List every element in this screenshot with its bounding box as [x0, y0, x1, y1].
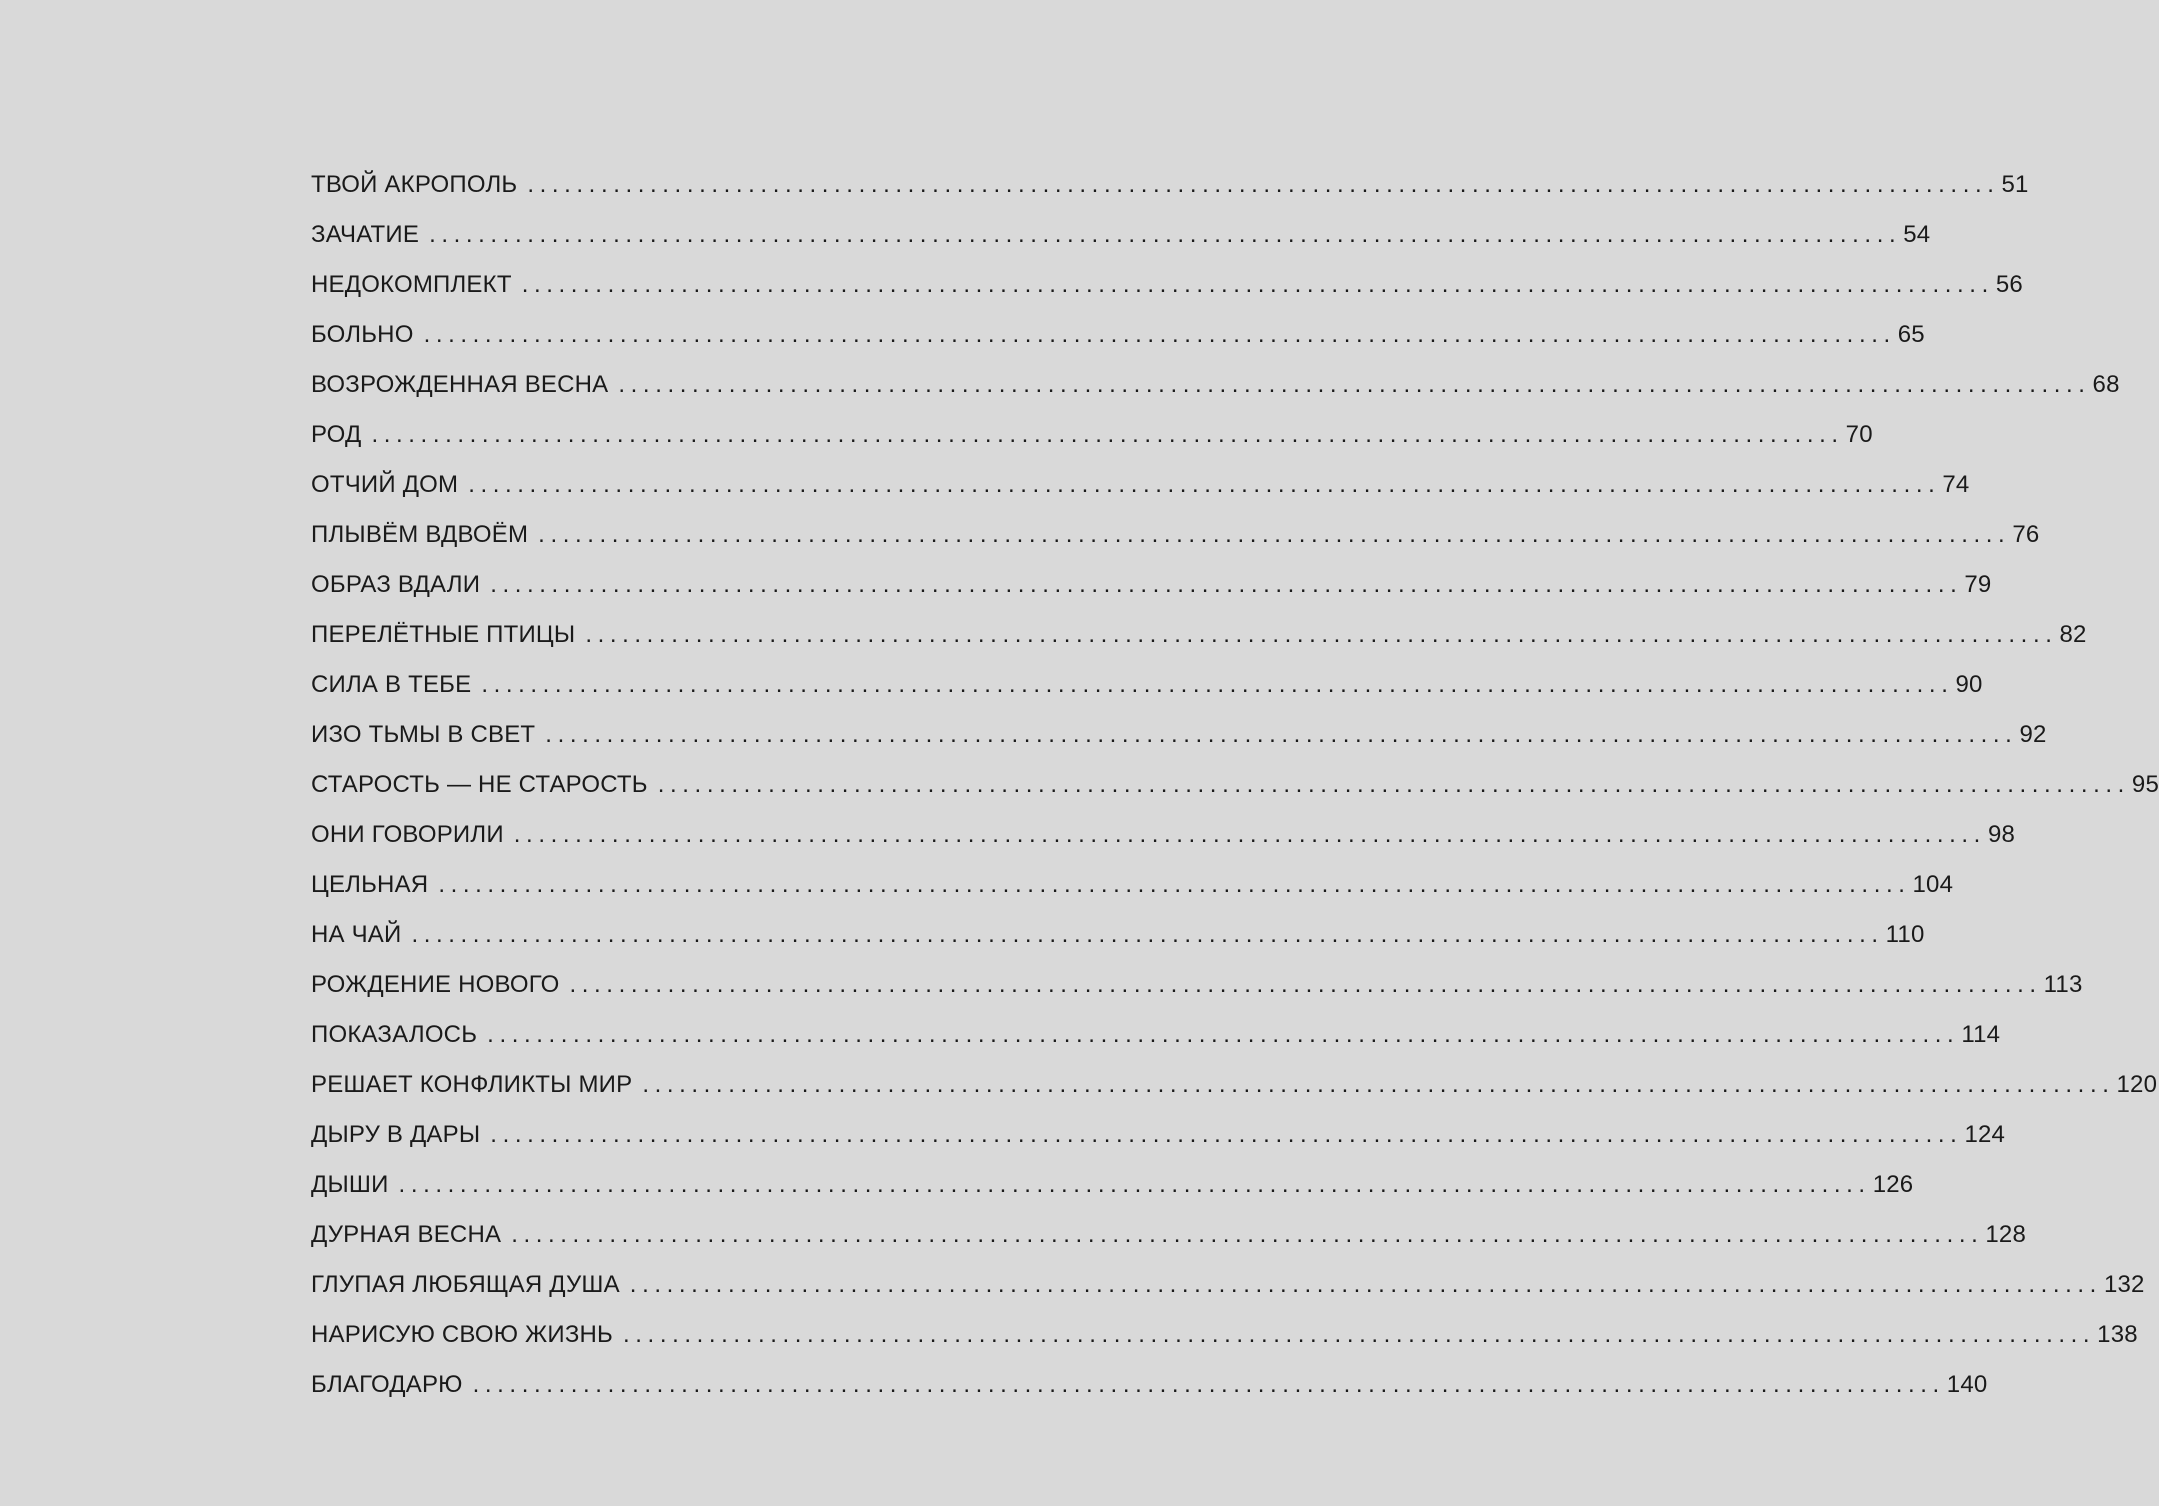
toc-leader-dots: ........................................................................................................................ — [618, 371, 2091, 398]
toc-entry — [311, 610, 2087, 660]
toc-entry-title: ПОКАЗАЛОСЬ — [311, 1021, 478, 1048]
toc-leader-dots: ........................................................................................................................ — [490, 571, 1963, 598]
toc-leader-dots: ........................................................................................................................ — [429, 221, 1902, 248]
toc-entry-title: ОБРАЗ ВДАЛИ — [311, 571, 481, 598]
toc-entry-page: 95 — [2131, 771, 2159, 798]
toc-entry-page: 113 — [2043, 971, 2083, 998]
toc-leader-dots: ........................................................................................................................ — [411, 921, 1884, 948]
toc-leader-dots: ........................................................................................................................ — [545, 721, 2018, 748]
toc-entry-title: ГЛУПАЯ ЛЮБЯЩАЯ ДУША — [311, 1271, 620, 1298]
toc-leader-dots: ........................................................................................................................ — [629, 1271, 2102, 1298]
toc-entry-title: ОТЧИЙ ДОМ — [311, 471, 459, 498]
toc-leader-dots: ........................................................................................................................ — [438, 871, 1911, 898]
toc-entry-page: 98 — [1987, 821, 2016, 848]
toc-entry — [311, 910, 1925, 960]
toc-entry-page: 104 — [1912, 871, 1954, 898]
toc-entry-page: 76 — [2012, 521, 2040, 548]
toc-entry-title: РЕШАЕТ КОНФЛИКТЫ МИР — [311, 1071, 633, 1098]
toc-entry-title: ЗАЧАТИЕ — [311, 221, 420, 248]
toc-entry-page: 132 — [2103, 1271, 2145, 1298]
toc-entry — [311, 360, 2120, 410]
toc-entry-page: 140 — [1946, 1371, 1988, 1398]
toc-entry-page: 51 — [2001, 171, 2029, 198]
toc-entry-page: 70 — [1845, 421, 1873, 448]
toc-entry-title: ИЗО ТЬМЫ В СВЕТ — [311, 721, 536, 748]
toc-entry-page: 82 — [2059, 621, 2087, 648]
toc-leader-dots: ........................................................................................................................ — [527, 171, 2000, 198]
toc-entry — [311, 760, 2159, 810]
toc-entry — [311, 460, 1970, 510]
toc-entry-page: 65 — [1897, 321, 1925, 348]
toc-entry — [311, 1360, 1988, 1410]
toc-entry-title: ТВОЙ АКРОПОЛЬ — [311, 171, 518, 198]
toc-entry-title: НЕДОКОМПЛЕКТ — [311, 271, 512, 298]
toc-entry-page: 92 — [2019, 721, 2047, 748]
toc-entry — [311, 410, 1873, 460]
toc-entry-title: ЦЕЛЬНАЯ — [311, 871, 429, 898]
toc-entry-title: ДУРНАЯ ВЕСНА — [311, 1221, 502, 1248]
toc-entry — [311, 1160, 1914, 1210]
toc-entry-title: БОЛЬНО — [311, 321, 414, 348]
toc-entry-title: РОЖДЕНИЕ НОВОГО — [311, 971, 560, 998]
toc-entry-title: СТАРОСТЬ — НЕ СТАРОСТЬ — [311, 771, 648, 798]
table-of-contents — [311, 160, 2159, 1410]
toc-entry-page: 114 — [1961, 1021, 2001, 1048]
toc-entry — [311, 1310, 2138, 1360]
toc-entry-title: СИЛА В ТЕБЕ — [311, 671, 472, 698]
toc-entry — [311, 260, 2023, 310]
toc-entry — [311, 510, 2040, 560]
toc-entry — [311, 310, 1925, 360]
toc-entry-title: ПЕРЕЛЁТНЫЕ ПТИЦЫ — [311, 621, 576, 648]
toc-entry-title: ДЫШИ — [311, 1171, 389, 1198]
toc-leader-dots: ........................................................................................................................ — [623, 1321, 2096, 1348]
toc-entry — [311, 860, 1954, 910]
toc-entry-page: 56 — [1995, 271, 2023, 298]
toc-leader-dots: ........................................................................................................................ — [511, 1221, 1984, 1248]
toc-leader-dots: ........................................................................................................................ — [585, 621, 2058, 648]
toc-entry-title: БЛАГОДАРЮ — [311, 1371, 463, 1398]
toc-entry — [311, 1210, 2027, 1260]
toc-entry — [311, 210, 1931, 260]
toc-entry — [311, 1010, 2001, 1060]
toc-entry-title: НА ЧАЙ — [311, 921, 402, 948]
toc-entry-title: ПЛЫВЁМ ВДВОЁМ — [311, 521, 529, 548]
toc-entry-title: ДЫРУ В ДАРЫ — [311, 1121, 481, 1148]
toc-entry-page: 74 — [1942, 471, 1970, 498]
toc-leader-dots: ........................................................................................................................ — [521, 271, 1994, 298]
toc-leader-dots: ........................................................................................................................ — [657, 771, 2130, 798]
toc-entry-title: ОНИ ГОВОРИЛИ — [311, 821, 504, 848]
toc-entry — [311, 1260, 2145, 1310]
toc-entry-page: 138 — [2097, 1321, 2138, 1348]
toc-entry — [311, 660, 1983, 710]
toc-entry-page: 79 — [1964, 571, 1992, 598]
toc-entry-title: РОД — [311, 421, 362, 448]
toc-leader-dots: ........................................................................................................................ — [642, 1071, 2115, 1098]
toc-entry — [311, 160, 2029, 210]
toc-leader-dots: ........................................................................................................................ — [423, 321, 1896, 348]
toc-entry-page: 128 — [1985, 1221, 2027, 1248]
toc-leader-dots: ........................................................................................................................ — [398, 1171, 1871, 1198]
toc-entry-page: 126 — [1872, 1171, 1914, 1198]
toc-entry-page: 90 — [1955, 671, 1983, 698]
toc-entry-page: 68 — [2092, 371, 2120, 398]
toc-entry — [311, 960, 2083, 1010]
toc-entry — [311, 810, 2016, 860]
toc-leader-dots: ........................................................................................................................ — [490, 1121, 1963, 1148]
toc-leader-dots: ........................................................................................................................ — [569, 971, 2042, 998]
toc-leader-dots: ........................................................................................................................ — [472, 1371, 1945, 1398]
toc-entry-title: ВОЗРОЖДЕННАЯ ВЕСНА — [311, 371, 609, 398]
toc-leader-dots: ........................................................................................................................ — [513, 821, 1986, 848]
toc-leader-dots: ........................................................................................................................ — [481, 671, 1954, 698]
toc-entry-page: 54 — [1903, 221, 1931, 248]
toc-entry — [311, 1110, 2006, 1160]
toc-entry — [311, 560, 1992, 610]
toc-leader-dots: ........................................................................................................................ — [468, 471, 1941, 498]
toc-entry — [311, 710, 2047, 760]
toc-entry-title: НАРИСУЮ СВОЮ ЖИЗНЬ — [311, 1321, 614, 1348]
toc-entry-page: 124 — [1964, 1121, 2006, 1148]
toc-leader-dots: ........................................................................................................................ — [371, 421, 1844, 448]
toc-entry — [311, 1060, 2158, 1110]
toc-leader-dots: ........................................................................................................................ — [487, 1021, 1960, 1048]
toc-entry-page: 110 — [1885, 921, 1925, 948]
toc-leader-dots: ........................................................................................................................ — [538, 521, 2011, 548]
toc-entry-page: 120 — [2116, 1071, 2158, 1098]
